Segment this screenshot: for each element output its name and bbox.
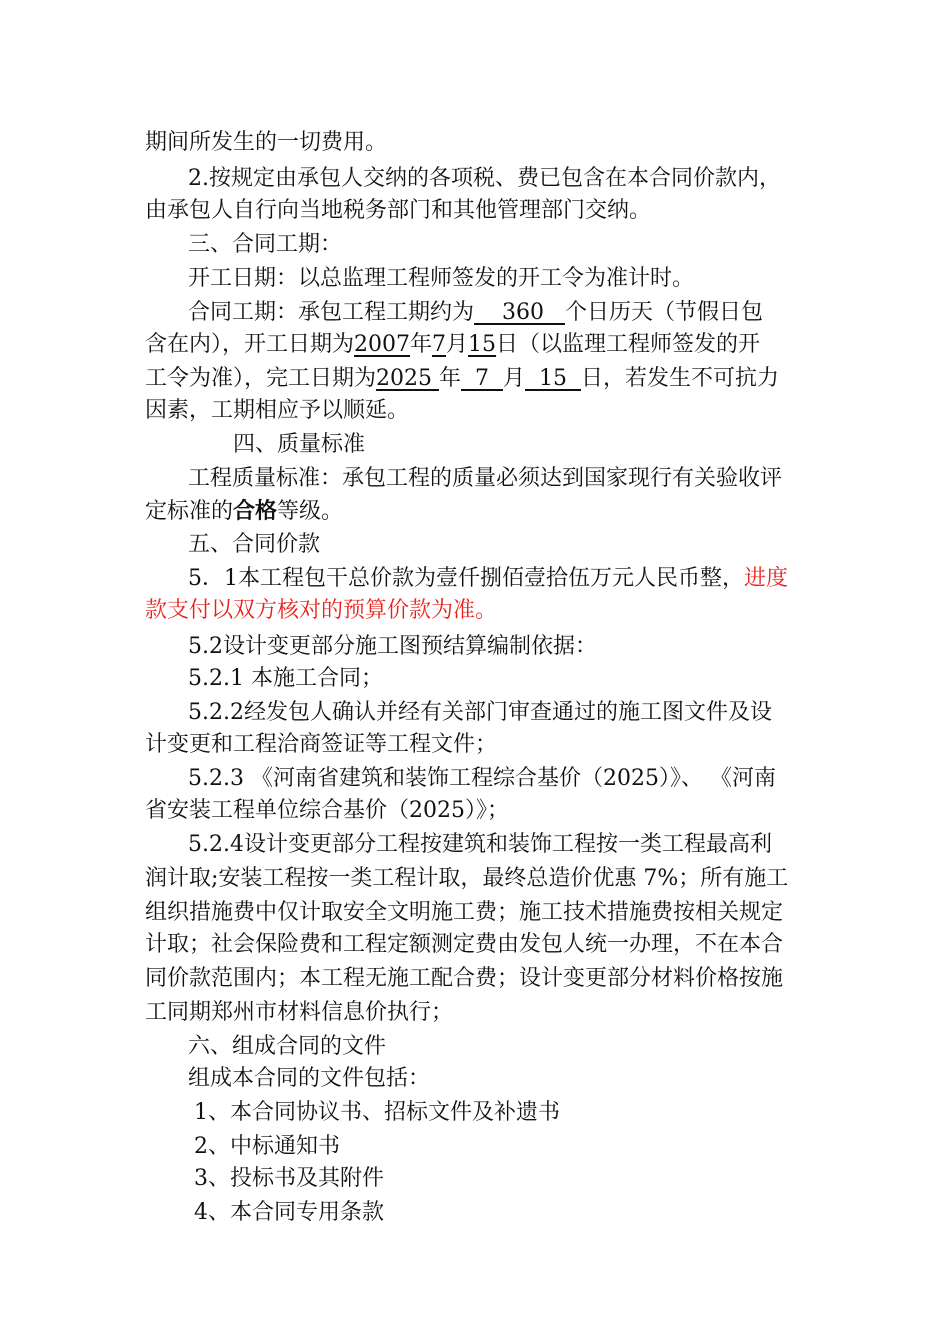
paragraph-line: 5.2.4设计变更部分工程按建筑和装饰工程按一类工程最高利 xyxy=(188,832,772,857)
paragraph-line: 2.按规定由承包人交纳的各项税、费已包含在本合同价款内， xyxy=(188,166,781,191)
list-item: 1、本合同协议书、招标文件及补遗书 xyxy=(194,1100,560,1125)
paragraph-line: 工程质量标准：承包工程的质量必须达到国家现行有关验收评 xyxy=(188,466,783,491)
paragraph-line: 定标准的合格等级。 xyxy=(145,498,344,524)
paragraph-line: 5.2.1 本施工合同； xyxy=(188,666,383,691)
highlighted-text: 进度 xyxy=(744,566,789,591)
paragraph-line: 5.2.3 《河南省建筑和装饰工程综合基价（2025）》、 《河南 xyxy=(188,766,776,791)
paragraph-line: 计变更和工程洽商签证等工程文件； xyxy=(145,732,498,757)
paragraph-line: 合同工期：承包工程工期约为 360 个日历天（节假日包 xyxy=(188,300,763,325)
list-item: 4、本合同专用条款 xyxy=(194,1200,384,1225)
end-year-value: 2025 xyxy=(376,366,439,391)
paragraph-line: 工同期郑州市材料信息价执行； xyxy=(145,1000,454,1025)
start-day-value: 15 xyxy=(468,332,497,357)
paragraph-line: 同价款范围内；本工程无施工配合费；设计变更部分材料价格按施 xyxy=(145,966,784,991)
section-heading: 六、组成合同的文件 xyxy=(188,1034,387,1059)
duration-value: 360 xyxy=(474,300,565,325)
paragraph-line: 润计取;安装工程按一类工程计取，最终总造价优惠 7%；所有施工 xyxy=(145,866,789,891)
paragraph-line: 5.2.2经发包人确认并经有关部门审查通过的施工图文件及设 xyxy=(188,700,772,725)
paragraph-line: 由承包人自行向当地税务部门和其他管理部门交纳。 xyxy=(145,198,652,223)
quality-grade: 合格 xyxy=(233,498,278,524)
section-heading: 四、质量标准 xyxy=(233,432,366,457)
paragraph-line: 5．1本工程包干总价款为壹仟捌佰壹拾伍万元人民币整，进度 xyxy=(188,566,789,591)
section-heading: 五、合同价款 xyxy=(188,532,321,557)
list-item: 2、中标通知书 xyxy=(194,1134,340,1159)
paragraph-line: 组成本合同的文件包括： xyxy=(188,1066,431,1091)
paragraph-line: 省安装工程单位综合基价（2025）》； xyxy=(145,798,509,823)
start-month-value: 7 xyxy=(432,332,447,357)
paragraph-line: 工令为准），完工日期为2025 年 7 月 15 日，若发生不可抗力 xyxy=(145,366,779,391)
end-day-value: 15 xyxy=(525,366,581,391)
paragraph-line: 因素，工期相应予以顺延。 xyxy=(145,398,410,423)
paragraph-line: 期间所发生的一切费用。 xyxy=(145,130,388,155)
paragraph-line: 计取；社会保险费和工程定额测定费由发包人统一办理，不在本合 xyxy=(145,932,784,957)
end-month-value: 7 xyxy=(461,366,503,391)
highlighted-text: 款支付以双方核对的预算价款为准。 xyxy=(145,598,498,623)
start-year-value: 2007 xyxy=(354,332,411,357)
paragraph-line: 含在内），开工日期为2007年7月15日（以监理工程师签发的开 xyxy=(145,332,761,357)
paragraph-line: 组织措施费中仅计取安全文明施工费；施工技术措施费按相关规定 xyxy=(145,900,784,925)
list-item: 3、投标书及其附件 xyxy=(194,1166,384,1191)
paragraph-line: 开工日期：以总监理工程师签发的开工令为准计时。 xyxy=(188,266,695,291)
paragraph-line: 5.2设计变更部分施工图预结算编制依据： xyxy=(188,634,597,659)
section-heading: 三、合同工期： xyxy=(188,232,343,257)
